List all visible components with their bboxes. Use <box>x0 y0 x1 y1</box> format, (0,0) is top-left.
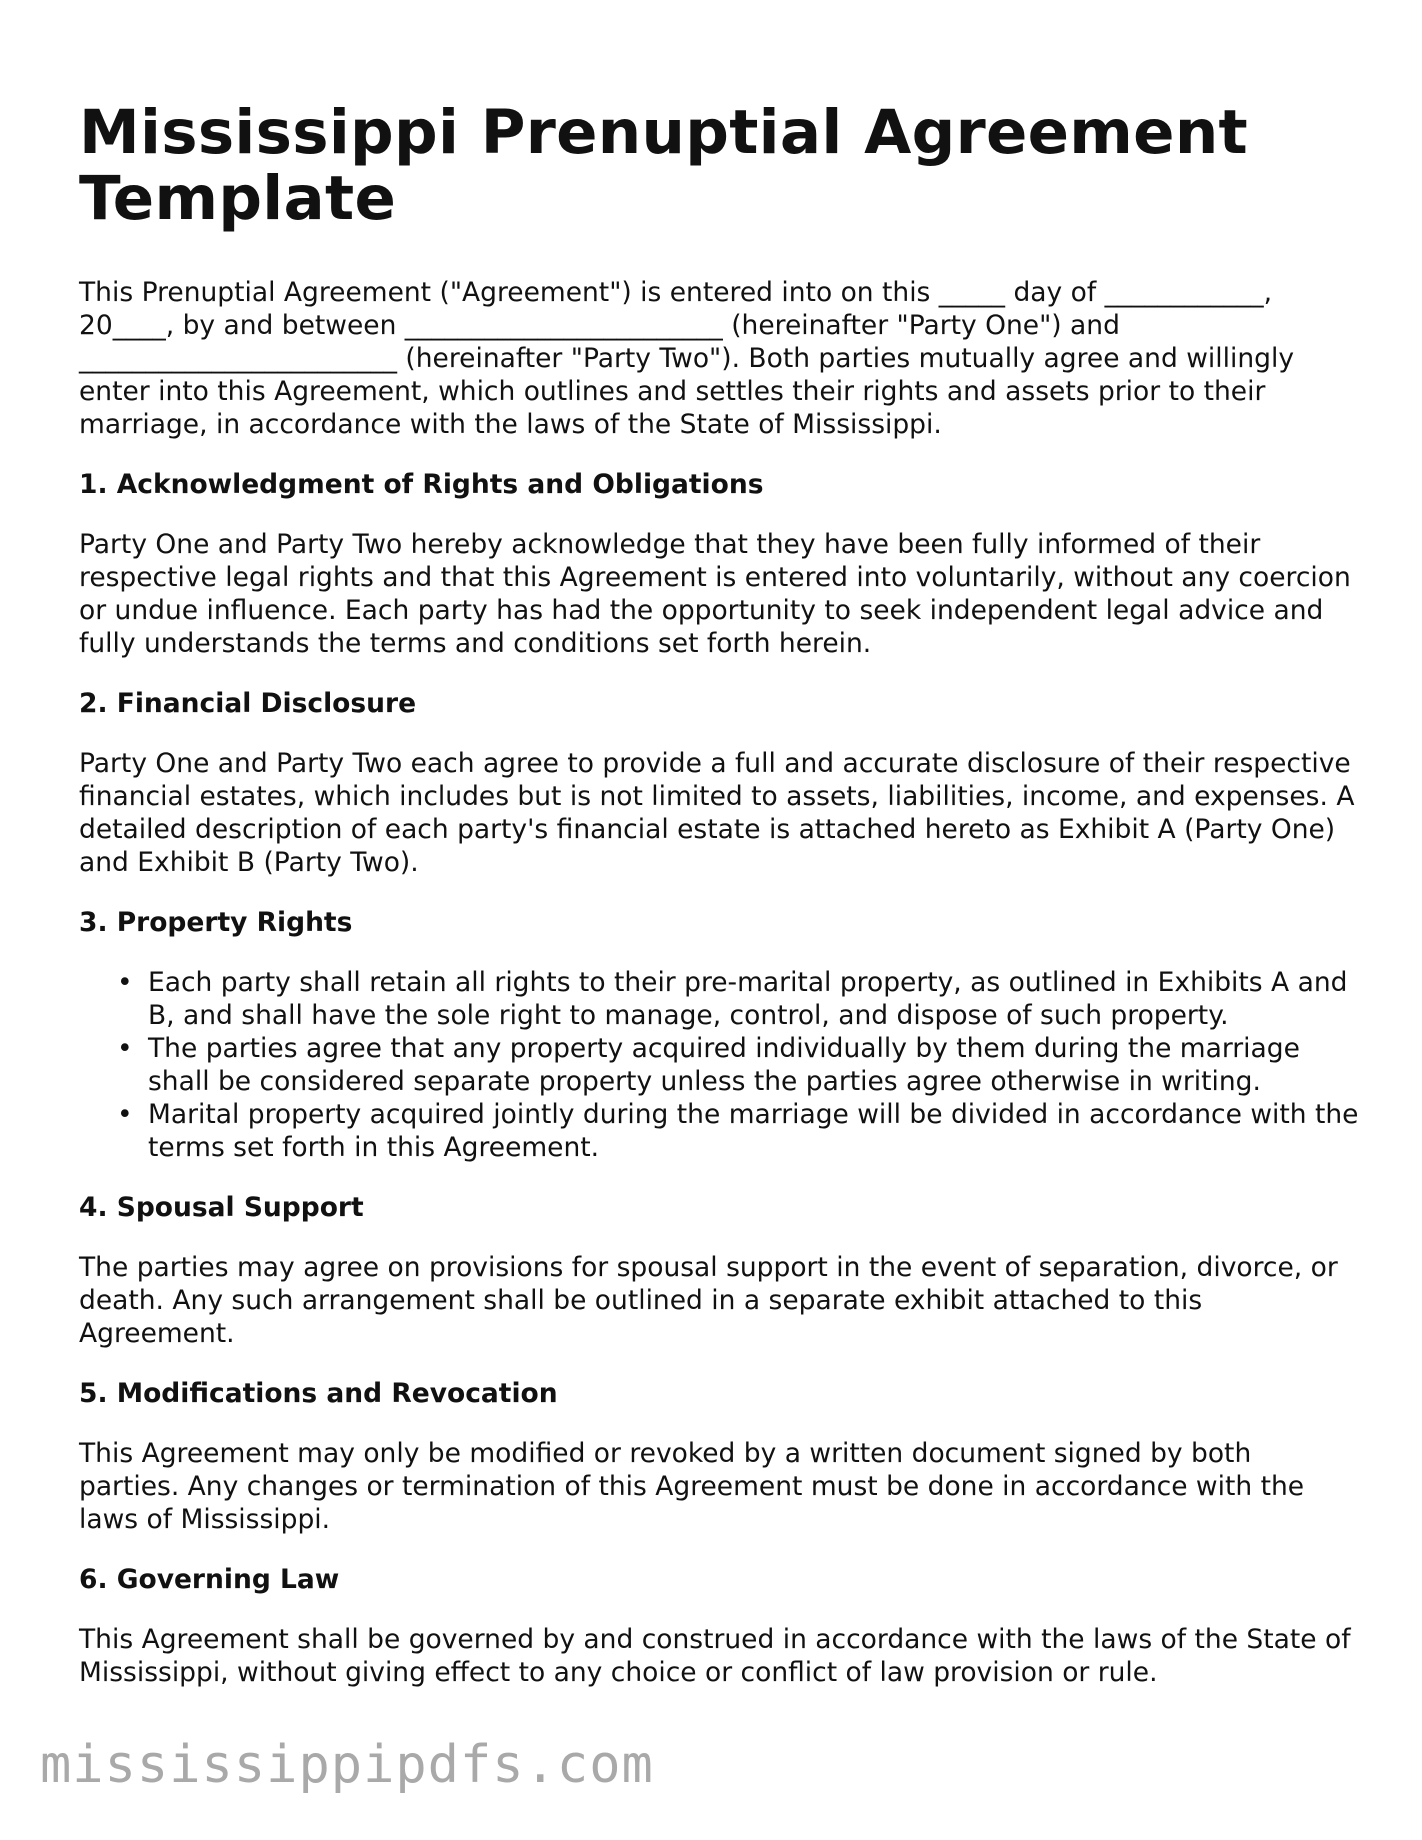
list-item-text: The parties agree that any property acquired individually by them during the marriage shall be considered separate property unless the parties agree otherwise in writing. <box>148 1033 1300 1097</box>
list-item-text: Each party shall retain all rights to their pre-marital property, as outlined in Exhibits A and B, and shall have the sole right to manage, control, and dispose of such property. <box>148 967 1348 1031</box>
document-page <box>79 97 1359 1716</box>
property-rights-list <box>79 966 1359 1164</box>
section-body: Party One and Party Two hereby acknowledge that they have been fully informed of their respective legal rights and that this Agreement is entered into voluntarily, without any coercion or undue influence. Each party has had the opportunity to seek independent legal advice and fully understands the terms and conditions set forth herein. <box>79 529 1351 659</box>
section-heading: 2. Financial Disclosure <box>79 688 417 719</box>
section-body: This Agreement may only be modified or revoked by a written document signed by both parties. Any changes or termination of this Agreement must be done in accordance with the laws of Mississippi. <box>79 1438 1305 1535</box>
list-item-text: Marital property acquired jointly during the marriage will be divided in accordance with the terms set forth in this Agreement. <box>148 1099 1359 1163</box>
section-governing-law <box>79 1563 1359 1689</box>
intro-paragraph: This Prenuptial Agreement ("Agreement") is entered into on this _____ day of ____________, 20____, by and between ________________________ (hereinafter "Party One") and ________________________ (hereinafter "Party Two"). Both parties mutually agree and willingly enter into this Agreement, which outlines and settles their rights and assets prior to their marriage, in accordance with the laws of the State of Mississippi. <box>79 277 1295 440</box>
bullet-icon: • <box>117 1099 133 1130</box>
section-heading: 4. Spousal Support <box>79 1192 364 1223</box>
bullet-icon: • <box>117 1033 133 1064</box>
section-heading: 1. Acknowledgment of Rights and Obligations <box>79 469 764 500</box>
section-body: The parties may agree on provisions for spousal support in the event of separation, divorce, or death. Any such arrangement shall be outlined in a separate exhibit attached to this Agreement. <box>79 1252 1338 1349</box>
section-body: This Agreement shall be governed by and construed in accordance with the laws of the State of Mississippi, without giving effect to any choice or conflict of law provision or rule. <box>79 1624 1351 1688</box>
section-acknowledgment <box>79 468 1359 660</box>
site-watermark: mississippipdfs.com <box>40 1735 654 1795</box>
section-spousal-support <box>79 1191 1359 1350</box>
document-title: Mississippi Prenuptial Agreement Template <box>79 97 1249 234</box>
section-heading: 3. Property Rights <box>79 907 353 938</box>
section-modifications <box>79 1377 1359 1536</box>
section-heading: 5. Modifications and Revocation <box>79 1378 558 1409</box>
section-property-rights <box>79 906 1359 1164</box>
section-heading: 6. Governing Law <box>79 1564 340 1595</box>
list-item <box>117 1098 1359 1164</box>
list-item <box>117 966 1359 1032</box>
section-financial-disclosure <box>79 687 1359 879</box>
list-item <box>117 1032 1359 1098</box>
section-body: Party One and Party Two each agree to provide a full and accurate disclosure of their respective financial estates, which includes but is not limited to assets, liabilities, income, and expenses. A detailed description of each party's financial estate is attached hereto as Exhibit A (Party One) and Exhibit B (Party Two). <box>79 748 1355 878</box>
bullet-icon: • <box>117 967 133 998</box>
